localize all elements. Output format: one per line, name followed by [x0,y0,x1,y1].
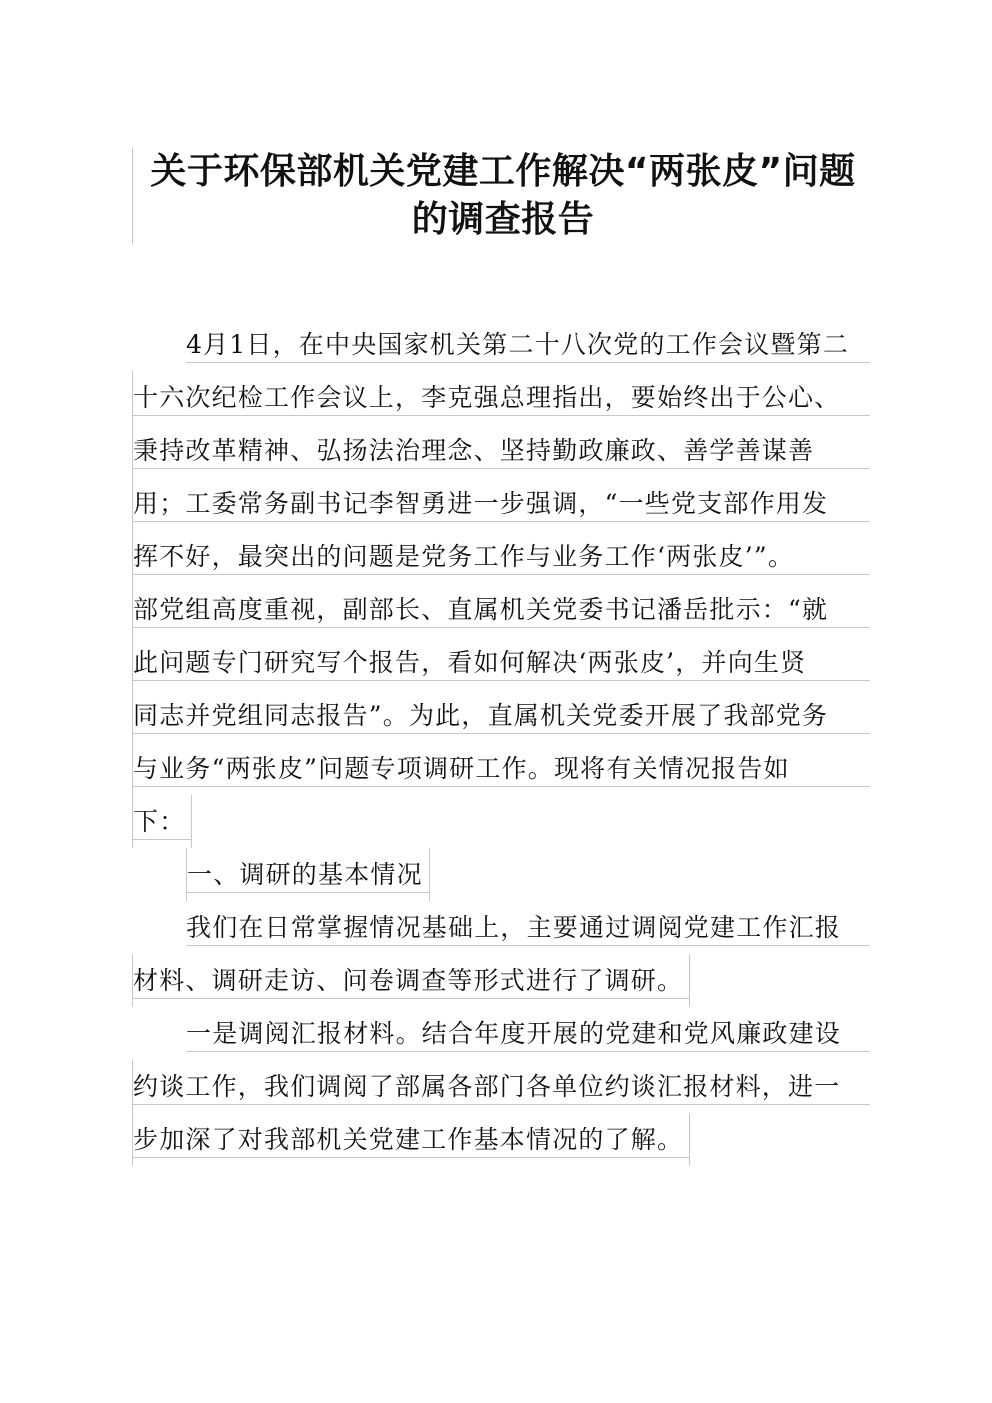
paragraph-2 [132,901,870,1007]
paragraph-line: 与业务“两张皮”问题专项调研工作。现将有关情况报告如 [132,742,870,795]
paragraph-1 [132,318,870,848]
paragraph-line: 同志并党组同志报告”。为此，直属机关党委开展了我部党务 [132,689,870,742]
paragraph-line: 约谈工作，我们调阅了部属各部门各单位约谈汇报材料，进一 [132,1060,870,1113]
paragraph-line: 一是调阅汇报材料。结合年度开展的党建和党风廉政建设 [132,1007,870,1060]
paragraph-line: 部党组高度重视，副部长、直属机关党委书记潘岳批示：“就 [132,583,870,636]
title-line-2: 的调查报告 [411,199,595,240]
paragraph-line: 我们在日常掌握情况基础上，主要通过调阅党建工作汇报 [132,901,870,954]
document-body [132,318,870,1166]
section-heading-row [132,848,870,901]
document-title [132,148,873,244]
paragraph-3 [132,1007,870,1166]
section-heading: 一、调研的基本情况 [186,848,430,901]
paragraph-line: 挥不好，最突出的问题是党务工作与业务工作‘两张皮’”。 [132,530,870,583]
paragraph-line: 秉持改革精神、弘扬法治理念、坚持勤政廉政、善学善谋善 [132,424,870,477]
paragraph-line: 步加深了对我部机关党建工作基本情况的了解。 [132,1113,690,1166]
paragraph-line: 材料、调研走访、问卷调查等形式进行了调研。 [132,954,690,1007]
paragraph-line: 十六次纪检工作会议上，李克强总理指出，要始终出于公心、 [132,371,870,424]
title-line-1: 关于环保部机关党建工作解决“两张皮”问题 [150,151,856,192]
paragraph-line: 此问题专门研究写个报告，看如何解决‘两张皮’，并向生贤 [132,636,870,689]
paragraph-line: 4月1日，在中央国家机关第二十八次党的工作会议暨第二 [132,318,870,371]
paragraph-line: 下： [132,795,192,848]
paragraph-line: 用；工委常务副书记李智勇进一步强调，“一些党支部作用发 [132,477,870,530]
